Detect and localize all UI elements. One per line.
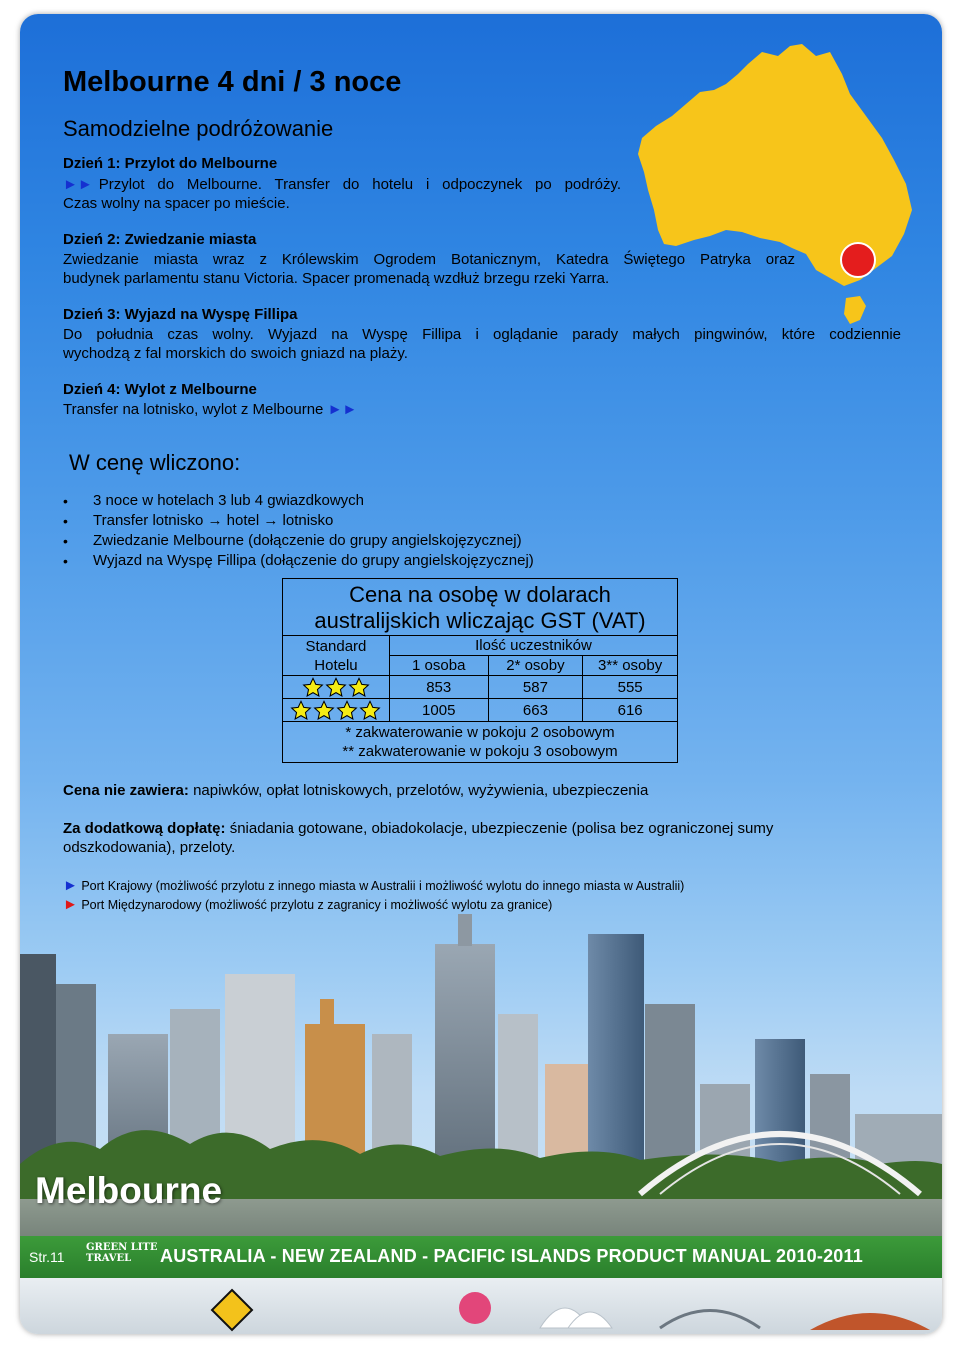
list-item: • 3 noce w hotelach 3 lub 4 gwiazdkowych xyxy=(63,491,534,511)
price-cell: 555 xyxy=(583,676,678,699)
price-cell: 853 xyxy=(389,676,488,699)
day-1-line-2: Czas wolny na spacer po mieście. xyxy=(63,195,290,212)
price-cell: 663 xyxy=(488,699,583,722)
legend-international-text: Port Międzynarodowy (możliwość przylotu z zagranicy i możliwość wylotu za granice) xyxy=(81,898,553,912)
logo-line-2: TRAVEL xyxy=(86,1253,132,1264)
note-double-room: * zakwaterowanie w pokoju 2 osobowym xyxy=(345,724,615,741)
day-4-text xyxy=(63,400,357,419)
legend-domestic xyxy=(63,877,684,894)
not-included-label: Cena nie zawiera: xyxy=(63,782,189,799)
standard-label: Standard xyxy=(305,637,367,655)
photo-label: Melbourne xyxy=(35,1170,223,1211)
table-row xyxy=(283,699,678,722)
star-icon xyxy=(336,700,358,721)
caption-line-1: Cena na osobę w dolarach xyxy=(349,582,611,607)
logo-line-1: GREEN LITE xyxy=(86,1242,158,1253)
blue-arrow-icon: ► xyxy=(63,877,78,894)
four-star-rating xyxy=(283,699,390,722)
not-included-text: napiwków, opłat lotniskowych, przelotów, wyżywienia, ubezpieczenia xyxy=(193,782,649,799)
price-table-caption xyxy=(283,579,678,636)
star-icon xyxy=(290,700,312,721)
day-1-heading: Dzień 1: Przylot do Melbourne xyxy=(63,155,278,172)
star-icon xyxy=(325,677,347,698)
day-3-heading: Dzień 3: Wyjazd na Wyspę Fillipa xyxy=(63,306,298,323)
price-cell: 587 xyxy=(488,676,583,699)
day-2-line-2: budynek parlamentu stanu Victoria. Spacer promenadą wzdłuż brzegu rzeki Yarra. xyxy=(63,270,610,287)
extra-cost-line-1: śniadania gotowane, obiadokolacje, ubezpieczenie (polisa bez ograniczonej sumy xyxy=(229,820,774,837)
included-heading: W cenę wliczono: xyxy=(69,450,241,475)
hotel-label: Hotelu xyxy=(314,656,358,674)
green-lite-travel-logo xyxy=(86,1242,158,1264)
price-notes xyxy=(283,722,678,763)
day-1-line-1: Przylot do Melbourne. Transfer do hotelu i odpoczynek po podróży. xyxy=(98,176,621,193)
page-title: Melbourne 4 dni / 3 noce xyxy=(63,66,402,98)
red-arrow-icon: ► xyxy=(63,896,78,913)
day-2-heading: Dzień 2: Zwiedzanie miasta xyxy=(63,231,257,248)
star-icon xyxy=(359,700,381,721)
price-cell: 616 xyxy=(583,699,678,722)
day-4-heading: Dzień 4: Wylot z Melbourne xyxy=(63,381,257,398)
list-item: • Transfer lotnisko → hotel → lotnisko xyxy=(63,511,534,531)
price-table xyxy=(282,578,678,763)
day-1-text xyxy=(63,175,621,213)
star-icon xyxy=(302,677,324,698)
extra-cost xyxy=(63,819,773,857)
three-star-rating xyxy=(283,676,390,699)
footer-decorative-strip xyxy=(20,1278,942,1334)
not-included xyxy=(63,781,648,800)
day-2-line-1: Zwiedzanie miasta wraz z Królewskim Ogrodem Botanicznym, Katedra Świętego Patryka oraz xyxy=(63,251,795,268)
page-subtitle: Samodzielne podróżowanie xyxy=(63,116,334,141)
extra-cost-label: Za dodatkową dopłatę: xyxy=(63,820,226,837)
day-3-line-1: Do południa czas wolny. Wyjazd na Wyspę Fillipa i oglądanie parady małych pingwinów, które codziennie xyxy=(63,326,901,343)
domestic-arrows-icon: ►► xyxy=(327,401,358,418)
legend-domestic-text: Port Krajowy (możliwość przylotu z innego miasta w Australii i możliwość wylotu do innego miasta w Australii) xyxy=(81,879,685,893)
day-2-text xyxy=(63,250,795,288)
participants-header: Ilość uczestników xyxy=(389,636,677,656)
day-4-line-1: Transfer na lotnisko, wylot z Melbourne xyxy=(63,401,324,418)
included-list xyxy=(63,491,534,571)
price-cell: 1005 xyxy=(389,699,488,722)
brochure-page xyxy=(20,14,942,1334)
standard-header xyxy=(283,636,390,676)
table-row xyxy=(283,676,678,699)
extra-cost-line-2: odszkodowania), przeloty. xyxy=(63,839,236,856)
column-header: 3** osoby xyxy=(583,656,678,676)
day-3-text xyxy=(63,325,901,363)
domestic-arrows-icon: ►► xyxy=(63,176,93,193)
star-icon xyxy=(348,677,370,698)
product-manual-title: AUSTRALIA - NEW ZEALAND - PACIFIC ISLANDS PRODUCT MANUAL 2010-2011 xyxy=(160,1246,863,1266)
column-header: 1 osoba xyxy=(389,656,488,676)
list-item: • Wyjazd na Wyspę Fillipa (dołączenie do grupy angielskojęzycznej) xyxy=(63,551,534,571)
star-icon xyxy=(313,700,335,721)
caption-line-2: australijskich wliczając GST (VAT) xyxy=(314,608,646,633)
column-header: 2* osoby xyxy=(488,656,583,676)
note-triple-room: ** zakwaterowanie w pokoju 3 osobowym xyxy=(342,743,618,760)
day-3-line-2: wychodzą z fal morskich do swoich gniazd na plaży. xyxy=(63,345,408,362)
list-item: • Zwiedzanie Melbourne (dołączenie do grupy angielskojęzycznej) xyxy=(63,531,534,551)
travel-icons-illustration xyxy=(20,1278,942,1334)
main-content xyxy=(20,14,942,934)
page-number: Str.11 xyxy=(29,1249,65,1265)
legend-international xyxy=(63,896,552,913)
